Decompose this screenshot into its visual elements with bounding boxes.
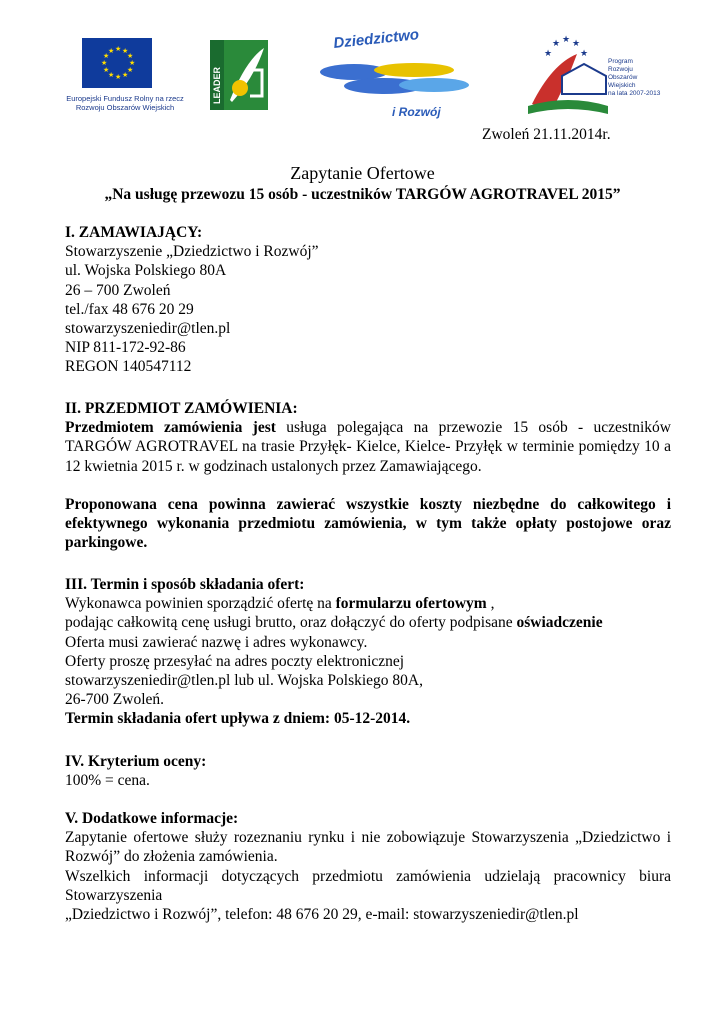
submission-line-1 <box>65 594 671 613</box>
org-name: Stowarzyszenie „Dziedzictwo i Rozwój” <box>65 243 319 261</box>
org-street: ul. Wojska Polskiego 80A <box>65 262 227 280</box>
submission-line-4: Oferty proszę przesyłać na adres poczty elektronicznej <box>65 652 405 670</box>
section-heading: V. Dodatkowe informacje: <box>65 810 239 827</box>
prow-line: Obszarów <box>608 74 638 81</box>
subject-lead: Przedmiotem zamówienia jest <box>65 419 276 437</box>
submission-text: podając całkowitą cenę usługi brutto, oraz dołączyć do oferty podpisane <box>65 614 517 632</box>
svg-text:★: ★ <box>122 47 129 55</box>
declaration-text: oświadczenie <box>516 614 603 632</box>
svg-text:★: ★ <box>103 66 110 74</box>
additional-info-2: Wszelkich informacji dotyczących przedmiotu zamówienia udzielają pracownicy biura Stowarzyszenia <box>65 867 671 904</box>
svg-text:★: ★ <box>101 59 108 67</box>
svg-text:★: ★ <box>552 39 561 49</box>
submission-line-6: 26-700 Zwoleń. <box>65 691 165 709</box>
section-criteria <box>65 752 671 790</box>
svg-text:★: ★ <box>580 49 589 59</box>
offer-form-text: formularzu ofertowym <box>335 595 487 613</box>
org-phone: tel./fax 48 676 20 29 <box>65 300 194 318</box>
prow-line: Rozwoju <box>608 66 633 73</box>
submission-text: Wykonawca powinien sporządzić ofertę na <box>65 595 336 613</box>
dziedzictwo-bottom-text: i Rozwój <box>392 105 441 119</box>
subject-rest: usługa polegająca na przewozie 15 osób - uczestników TARGÓW AGROTRAVEL na trasie Przyłęk- Kielce, Kielce- Przyłęk w terminie pomiędzy 10 a 12 kwietnia 2015 r. w godzinach ustalonych przez Zamawiającego. <box>65 419 671 475</box>
section-additional-info <box>65 809 671 924</box>
svg-text:★: ★ <box>127 52 134 60</box>
prow-line: Wiejskich <box>608 82 636 89</box>
svg-text:★: ★ <box>115 73 122 81</box>
submission-text: , <box>486 595 495 613</box>
org-email: stowarzyszeniedir@tlen.pl <box>65 320 231 338</box>
prow-caption <box>608 58 668 98</box>
eu-caption-line-1: Europejski Fundusz Rolny na rzecz <box>66 94 184 103</box>
subject-description <box>65 418 671 476</box>
dziedzictwo-logo <box>314 30 474 122</box>
price-note: Proponowana cena powinna zawierać wszystkie koszty niezbędne do całkowitego i efektywnego wykonania przedmiotu zamówienia, w tym także opłaty postojowe oraz parkingowe. <box>65 495 671 552</box>
org-city: 26 – 700 Zwoleń <box>65 281 171 299</box>
document-subtitle: „Na usługę przewozu 15 osób - uczestników TARGÓW AGROTRAVEL 2015” <box>104 186 621 203</box>
prow-line: na lata 2007-2013 <box>608 90 661 97</box>
document-date: Zwoleń 21.11.2014r. <box>482 126 611 143</box>
svg-text:★: ★ <box>108 47 115 55</box>
svg-text:★: ★ <box>115 45 122 53</box>
section-heading: IV. Kryterium oceny: <box>65 753 207 770</box>
svg-text:★: ★ <box>103 52 110 60</box>
eu-caption-line-2: Rozwoju Obszarów Wiejskich <box>75 103 175 112</box>
submission-line-3: Oferta musi zawierać nazwę i adres wykonawcy. <box>65 633 368 651</box>
org-regon: REGON 140547112 <box>65 358 192 376</box>
eu-flag-logo <box>82 38 152 88</box>
svg-text:★: ★ <box>108 71 115 79</box>
submission-line-5: stowarzyszeniedir@tlen.pl lub ul. Wojska Polskiego 80A, <box>65 672 423 690</box>
section-submission <box>65 575 671 729</box>
section-heading: II. PRZEDMIOT ZAMÓWIENIA: <box>65 400 298 417</box>
svg-text:★: ★ <box>127 66 134 74</box>
section-subject <box>65 399 671 552</box>
svg-text:★: ★ <box>562 35 571 45</box>
svg-text:★: ★ <box>572 39 581 49</box>
submission-line-2 <box>65 613 671 632</box>
submission-deadline: Termin składania ofert upływa z dniem: 05-12-2014. <box>65 710 411 728</box>
svg-text:★: ★ <box>544 49 553 59</box>
document-title: Zapytanie Ofertowe <box>290 163 435 183</box>
eu-caption <box>60 94 190 112</box>
leader-text: LEADER <box>212 66 222 104</box>
dziedzictwo-top-text: Dziedzictwo <box>332 30 420 52</box>
svg-text:★: ★ <box>122 71 129 79</box>
additional-info-3: „Dziedzictwo i Rozwój”, telefon: 48 676 20 29, e-mail: stowarzyszeniedir@tlen.pl <box>65 906 579 924</box>
additional-info-1: Zapytanie ofertowe służy rozeznaniu rynku i nie zobowiązuje Stowarzyszenia „Dziedzictwo i Rozwój” do złożenia zamówienia. <box>65 829 671 866</box>
leader-logo <box>210 40 268 110</box>
org-nip: NIP 811-172-92-86 <box>65 339 186 357</box>
section-heading: III. Termin i sposób składania ofert: <box>65 576 305 593</box>
logo-bar <box>0 28 725 123</box>
svg-text:★: ★ <box>129 59 136 67</box>
prow-line: Program <box>608 58 633 65</box>
section-heading: I. ZAMAWIAJĄCY: <box>65 224 203 241</box>
section-ordering-party <box>65 223 671 377</box>
criteria-text: 100% = cena. <box>65 772 150 790</box>
